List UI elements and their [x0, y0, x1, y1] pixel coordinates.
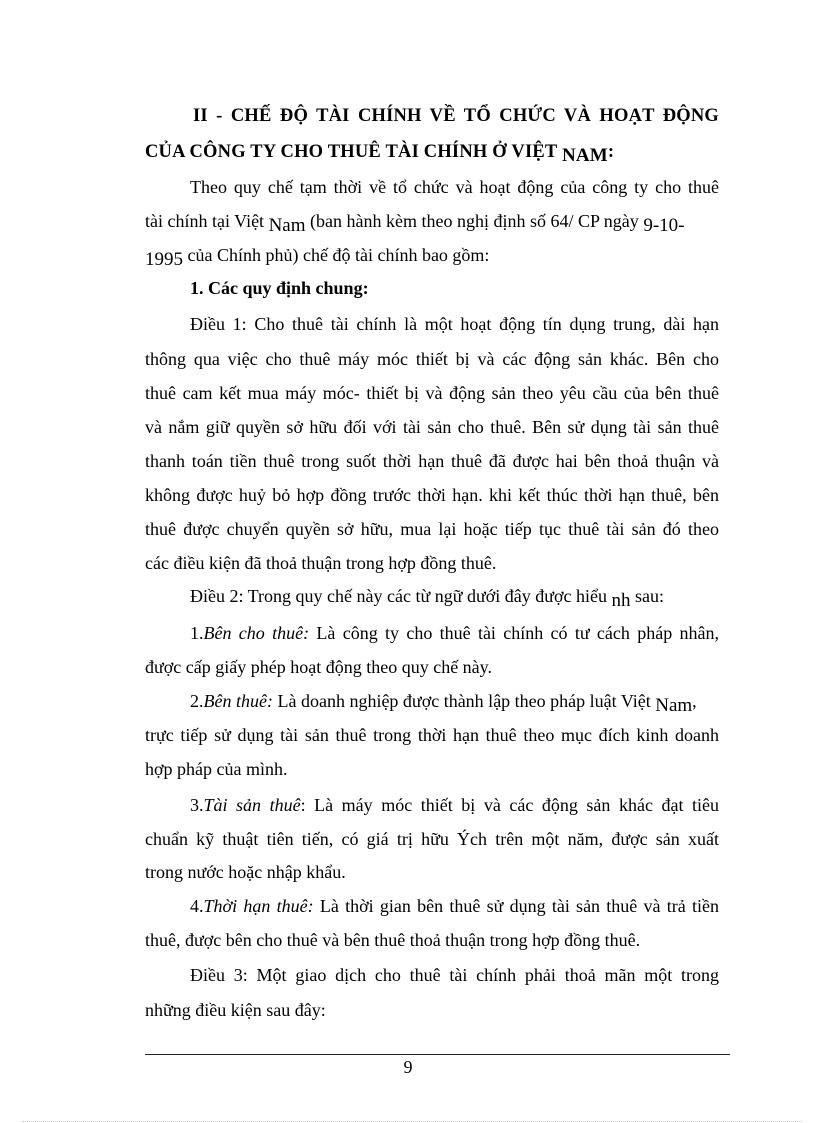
def4-line-1: [190, 895, 719, 917]
intro-text: tài chính tại Việt: [145, 211, 265, 231]
def3-line-2: chuẩn kỹ thuật tiên tiến, có giá trị hữu Ých trên một năm, được sản xuất: [145, 829, 719, 849]
article3-line-1: Điều 3: Một giao dịch cho thuê tài chính phải thoả mãn một trong: [190, 965, 719, 985]
def1-term: Bên cho thuê:: [203, 623, 310, 643]
article1-line-3: thuê cam kết mua máy móc- thiết bị và động sản theo yêu cầu của bên thuê: [145, 383, 719, 403]
title-text: CỦA CÔNG TY CHO THUÊ TÀI CHÍNH Ở VIỆT: [145, 142, 558, 162]
title-tail: NAM: [561, 145, 608, 166]
def2-line-1: [190, 690, 697, 716]
intro-line-3: [145, 244, 490, 270]
def4-text: Là thời gian bên thuê sử dụng tài sản thuê và trả tiền: [319, 896, 719, 916]
article2-fragment: nh: [611, 590, 631, 611]
intro-date: 9-10-: [643, 215, 685, 236]
intro-line-1: Theo quy chế tạm thời về tổ chức và hoạt động của công ty cho thuê: [190, 177, 719, 197]
def3-line-3: trong nước hoặc nhập khẩu.: [145, 862, 346, 882]
article1-line-7: thuê được chuyển quyền sở hữu, mua lại hoặc tiếp tục thuê tài sản đó theo: [145, 519, 719, 539]
page-number: 9: [403, 1057, 413, 1077]
def1-text: Là công ty cho thuê tài chính có tư cách pháp nhân,: [316, 623, 719, 643]
def3-text: : Là máy móc thiết bị và các động sản khác đạt tiêu: [300, 795, 720, 815]
article1-line-2: thông qua việc cho thuê máy móc thiết bị và các động sản khác. Bên cho: [145, 349, 719, 369]
intro-text: (ban hành kèm theo nghị định số 64/ CP ngày: [310, 211, 639, 231]
article2-text: Điều 2: Trong quy chế này các từ ngữ dưới đây được hiểu: [190, 586, 607, 606]
intro-text: của Chính phủ) chế độ tài chính bao gồm:: [187, 245, 490, 265]
intro-year: 1995: [145, 249, 183, 270]
article1-line-1: Điều 1: Cho thuê tài chính là một hoạt động tín dụng trung, dài hạn: [190, 314, 719, 334]
article1-line-6: không được huỷ bỏ hợp đồng trước thời hạn. khi kết thúc thời hạn thuê, bên: [145, 485, 719, 505]
def1-number: 1.: [190, 623, 204, 643]
footer-rule: [145, 1054, 730, 1055]
def1-line-1: [190, 622, 719, 644]
def3-term: Tài sản thuê: [203, 795, 301, 815]
article1-line-8: các điều kiện đã thoả thuận trong hợp đồng thuê.: [145, 553, 497, 573]
def2-number: 2.: [190, 691, 204, 711]
article2-line-1: [190, 585, 664, 611]
article1-line-5: thanh toán tiền thuê trong suốt thời hạn thuê đã được hai bên thoả thuận và: [145, 451, 719, 471]
def2-text: Là doanh nghiệp được thành lập theo pháp luật Việt: [277, 691, 651, 711]
def3-line-1: [190, 794, 719, 816]
def4-term: Thời hạn thuê:: [203, 896, 314, 916]
def2-line-2: trực tiếp sử dụng tài sản thuê trong thời hạn thuê theo mục đích kinh doanh: [145, 725, 719, 745]
section-title-line-1: II - CHẾ ĐỘ TÀI CHÍNH VỀ TỔ CHỨC VÀ HOẠT ĐỘNG: [193, 106, 719, 126]
def2-line-3: hợp pháp của mình.: [145, 759, 288, 779]
intro-country: Nam: [268, 215, 306, 236]
def3-number: 3.: [190, 795, 204, 815]
def2-term: Bên thuê:: [203, 691, 273, 711]
def2-comma: ,: [692, 691, 697, 711]
page-bottom-edge: [22, 1121, 802, 1122]
article2-text-end: sau:: [635, 586, 664, 606]
section-heading: 1. Các quy định chung:: [190, 278, 369, 298]
def4-line-2: thuê, được bên cho thuê và bên thuê thoả thuận trong hợp đồng thuê.: [145, 930, 641, 950]
section-title-line-2: [145, 141, 615, 166]
article1-line-4: và nắm giữ quyền sở hữu đối với tài sản cho thuê. Bên sử dụng tài sản thuê: [145, 417, 719, 437]
intro-line-2: [145, 210, 719, 236]
def2-country: Nam: [655, 695, 693, 716]
def4-number: 4.: [190, 896, 204, 916]
title-colon: :: [607, 142, 615, 162]
article3-line-2: những điều kiện sau đây:: [145, 1000, 326, 1020]
def1-line-2: được cấp giấy phép hoạt động theo quy chế này.: [145, 657, 493, 677]
